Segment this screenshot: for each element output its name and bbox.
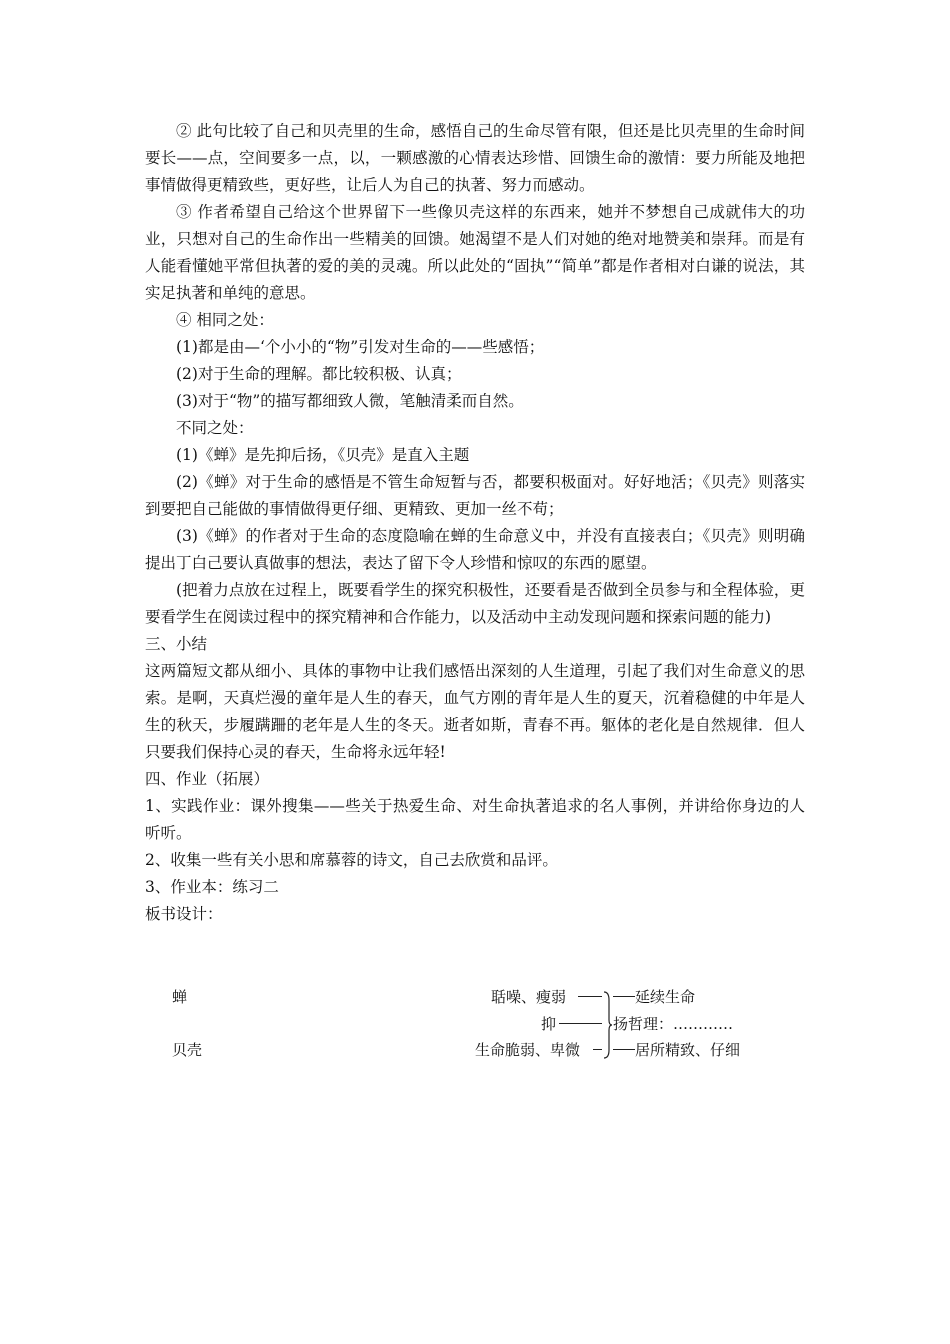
similarity-2: (2)对于生命的理解。都比较积极、认真；: [176, 365, 462, 383]
difference-1: (1)《蝉》是先抑后扬，《贝壳》是直入主题: [176, 446, 470, 464]
board-dwelling: 居所精致、仔细: [635, 1041, 741, 1059]
board-line-top-left: [578, 996, 602, 997]
difference-2: (2)《蝉》对于生命的感悟是不管生命短暂与否，都要积极面对。好好地活；《贝壳》则落实到要把自己能做的事情做得更仔细、更精致、更加一丝不苟；: [145, 473, 805, 518]
board-cicada: 蝉: [172, 988, 188, 1006]
board-brace-icon: [602, 990, 612, 1060]
board-shell-traits: 生命脆弱、卑微: [475, 1041, 581, 1059]
paragraph-3: ③ 作者希望自己给这个世界留下一些像贝壳这样的东西来，她并不梦想自己成就伟大的功业，只想对自己的生命作出一些精美的回馈。她渴望不是人们对她的绝对地赞美和崇拜。而是有人能看懂她平常但执著的爱的美的灵魂。所以此处的“固执”“简单”都是作者相对白谦的说法，其实足执著和单纯的意思。: [145, 203, 805, 302]
board-line-bottom-left: [593, 1049, 602, 1050]
homework-1: 1、实践作业：课外搜集——些关于热爱生命、对生命执著追求的名人事例，并讲给你身边的人听听。: [145, 797, 805, 842]
section-summary-heading: 三、小结: [145, 635, 208, 653]
similarity-1: (1)都是由—‘个小小的“物”引发对生命的——些感悟；: [176, 338, 545, 356]
board-line-top-right: [613, 996, 635, 997]
board-shell: 贝壳: [172, 1041, 203, 1059]
board-yi: 抑: [541, 1015, 557, 1033]
board-design-diagram: [145, 984, 805, 1074]
board-cicada-traits: 聒噪、瘦弱: [491, 988, 567, 1006]
board-yang: 扬哲理：…………: [613, 1015, 734, 1033]
summary-text: 这两篇短文都从细小、具体的事物中让我们感悟出深刻的人生道理，引起了我们对生命意义的思索。是啊，天真烂漫的童年是人生的春天，血气方刚的青年是人生的夏天，沉着稳健的中年是人生的秋天，步履蹒跚的老年是人生的冬天。逝者如斯，青春不再。躯体的老化是自然规律．但人只要我们保持心灵的春天，生命将永远年轻!: [145, 662, 805, 761]
paragraph-4-title: ④ 相同之处：: [176, 311, 274, 329]
difference-title: 不同之处：: [176, 419, 254, 437]
document-body: [145, 118, 805, 928]
board-continue-life: 延续生命: [635, 988, 696, 1006]
homework-3: 3、作业本：练习二: [145, 878, 279, 896]
board-design-label: 板书设计：: [145, 905, 223, 923]
homework-2: 2、收集一些有关小思和席慕蓉的诗文，自己去欣赏和品评。: [145, 851, 558, 869]
difference-3: (3)《蝉》的作者对于生命的态度隐喻在蝉的生命意义中，并没有直接表白；《贝壳》则明确提出丁白己要认真做事的想法，表达了留下令人珍惜和惊叹的东西的愿望。: [145, 527, 805, 572]
similarity-3: (3)对于“物”的描写都细致人微，笔触清柔而自然。: [176, 392, 524, 410]
board-line-bottom-right: [613, 1049, 635, 1050]
section-homework-heading: 四、作业（拓展）: [145, 770, 270, 788]
teaching-note: (把着力点放在过程上，既要看学生的探究积极性，还要看是否做到全员参与和全程体验，更要看学生在阅读过程中的探究精神和合作能力，以及活动中主动发现问题和探索问题的能力): [145, 581, 805, 626]
paragraph-2: ② 此句比较了自己和贝壳里的生命，感悟自己的生命尽管有限，但还是比贝壳里的生命时间要长——点，空间要多一点，以，一颗感激的心情表达珍惜、回馈生命的激情：要力所能及地把事情做得更精致些，更好些，让后人为自己的执著、努力而感动。: [145, 122, 805, 194]
board-line-mid-left: [559, 1023, 602, 1024]
